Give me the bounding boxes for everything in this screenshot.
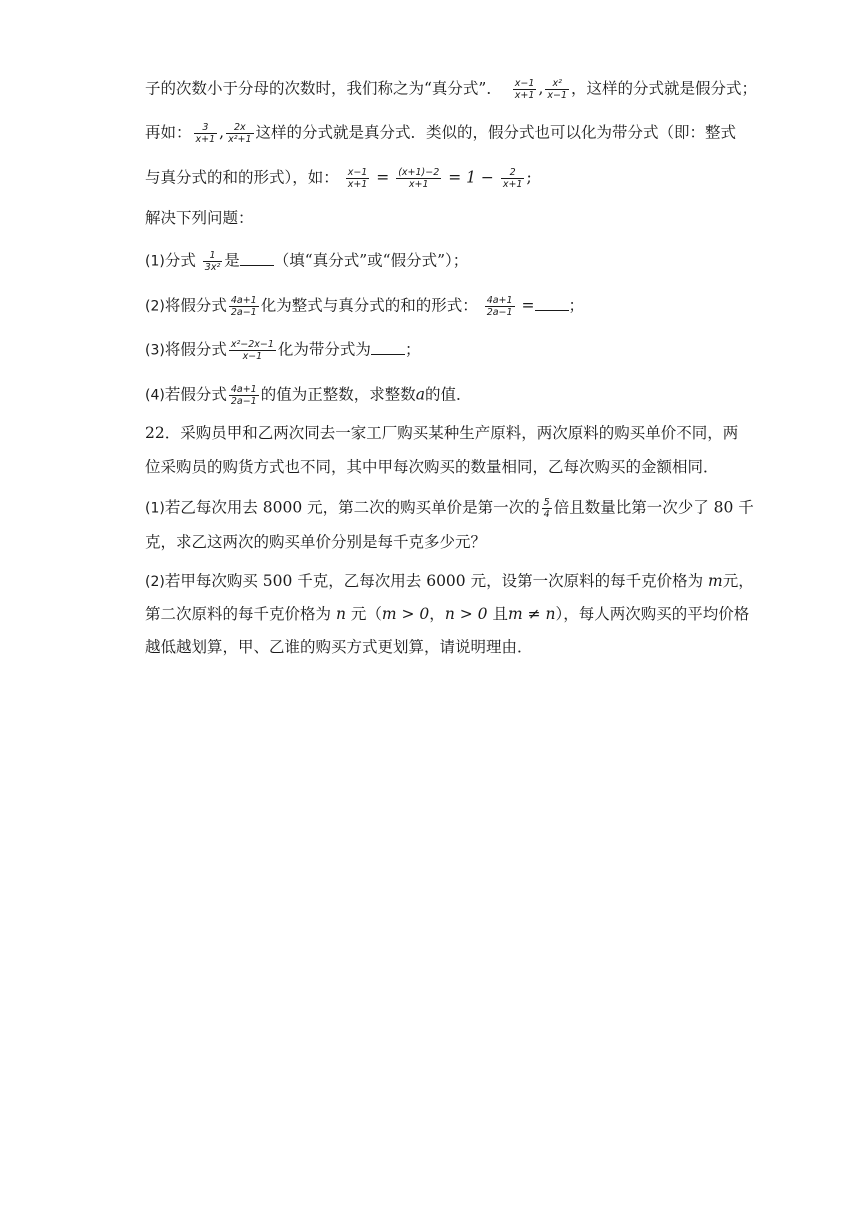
math-variable: a xyxy=(415,385,425,404)
question-text: ； xyxy=(404,340,421,359)
question-text: 化为整式与真分式的和的形式： xyxy=(260,296,478,315)
equals-sign: = xyxy=(521,296,535,315)
problem-text: ），每人两次购买的平均价格 xyxy=(555,605,750,623)
problem-text: 若乙每次用去 8000 元，第二次的购买单价是第一次的 xyxy=(164,498,540,517)
problem-22-line-1 xyxy=(145,423,738,443)
question-1 xyxy=(145,250,468,273)
fraction: $\frac{2x}{\text{x²+1}}$ xyxy=(228,122,252,145)
math-variable: m xyxy=(708,572,723,590)
fraction: $\frac{5}{4}$ xyxy=(543,497,550,520)
math-expression: m > 0 xyxy=(381,605,430,623)
answer-blank[interactable] xyxy=(535,296,569,311)
math-variable: n xyxy=(335,605,346,623)
fraction: $\frac{\text{x²−2x−1}}{x-1}$ xyxy=(230,339,274,362)
problem-22-sub-1-cont xyxy=(145,532,486,552)
question-number: (1) xyxy=(145,253,165,270)
question-number: (2) xyxy=(145,574,165,590)
fraction: $\frac{x-1}{x+1}$ xyxy=(347,167,368,190)
question-text: 分式 xyxy=(164,251,196,270)
problem-text: 若甲每次购买 500 千克，乙每次用去 6000 元，设第一次原料的每千克价格为 xyxy=(164,572,704,590)
question-number: (4) xyxy=(145,387,165,404)
punctuation: ; xyxy=(526,168,532,187)
intro-text: 子的次数小于分母的次数时，我们称之为“真分式”． xyxy=(145,79,502,98)
intro-text: ，这样的分式就是假分式； xyxy=(571,79,758,98)
fraction: $\frac{4a+1}{2a-1}$ xyxy=(230,384,257,407)
question-text: 若假分式 xyxy=(164,385,227,404)
fraction: $\frac{2}{x+1}$ xyxy=(502,167,523,190)
answer-blank[interactable] xyxy=(371,340,405,355)
punctuation: ， xyxy=(429,605,445,623)
problem-text: 克，求乙这两次的购买单价分别是每千克多少元？ xyxy=(145,533,487,551)
question-text: 将假分式 xyxy=(164,340,227,359)
problem-22-sub-2 xyxy=(145,571,754,592)
fraction: $\frac{\text{x²}}{x-1}$ xyxy=(547,78,568,101)
question-2 xyxy=(145,295,584,318)
problem-text: 倍且数量比第一次少了 80 千 xyxy=(553,498,754,517)
answer-blank[interactable] xyxy=(240,251,274,266)
math-expression: n > 0 xyxy=(444,605,488,623)
question-text: ； xyxy=(568,296,585,315)
question-3 xyxy=(145,339,420,362)
problem-22-sub-2-cont xyxy=(145,604,749,624)
fraction: $\frac{(x+1)-2}{x+1}$ xyxy=(398,167,440,190)
question-4 xyxy=(145,384,472,407)
intro-text: 再如： xyxy=(145,123,192,142)
fraction: $\frac{1}{\text{3x²}}$ xyxy=(204,250,221,273)
math-expression: m ≠ n xyxy=(507,605,556,623)
fraction: $\frac{4a+1}{2a-1}$ xyxy=(230,295,257,318)
question-text: （填“真分式”或“假分式”）； xyxy=(273,251,469,270)
problem-text: 且 xyxy=(492,605,508,623)
solve-label xyxy=(145,208,254,228)
question-number: (1) xyxy=(145,500,165,517)
question-text: 是 xyxy=(224,251,240,270)
intro-line-2: 再如： $\frac{3}{x+1}$ , $\frac{2x}{\text{x²+1}}$ 这样的分式就是真分式．类似的，假分式也可以化为带分式（即：整式 xyxy=(145,122,737,145)
problem-text: 越低越划算，甲、乙谁的购买方式更划算，请说明理由． xyxy=(145,638,533,656)
problem-text: 元， xyxy=(722,572,754,590)
intro-line-1: 子的次数小于分母的次数时，我们称之为“真分式”． $\frac{x-1}{x+1}$ , $\frac{\text{x²}}{x-1}$ ，这样的分式就是假分式； xyxy=(145,78,758,101)
problem-22-line-2 xyxy=(145,457,719,477)
intro-line-3 xyxy=(145,167,532,190)
intro-text: 与真分式的和的形式），如： xyxy=(145,168,339,187)
fraction: $\frac{3}{x+1}$ xyxy=(195,122,216,145)
problem-text: 位采购员的购货方式也不同，其中甲每次购买的数量相同，乙每次购买的金额相同． xyxy=(145,458,719,476)
question-text: 的值为正整数，求整数 xyxy=(260,385,416,404)
problem-22-sub-1 xyxy=(145,497,754,520)
fraction: $\frac{4a+1}{2a-1}$ xyxy=(486,295,513,318)
question-text: 将假分式 xyxy=(164,296,227,315)
problem-22-sub-2-end xyxy=(145,637,533,657)
question-number: (2) xyxy=(145,298,165,315)
math-expression: = 1 − xyxy=(448,168,494,187)
problem-text: 第二次原料的每千克价格为 xyxy=(145,605,332,623)
fraction: $\frac{x-1}{x+1}$ xyxy=(514,78,535,101)
equals-sign: = xyxy=(376,168,390,187)
question-number: (3) xyxy=(145,342,165,359)
problem-text: 元（ xyxy=(350,605,382,623)
intro-text: 这样的分式就是真分式．类似的，假分式也可以化为带分式（即：整式 xyxy=(255,123,737,142)
problem-text: 22．采购员甲和乙两次同去一家工厂购买某种生产原料，两次原料的购买单价不同，两 xyxy=(145,424,739,442)
question-text: 化为带分式为 xyxy=(277,340,371,359)
question-text: 的值． xyxy=(425,385,472,404)
label-text: 解决下列问题： xyxy=(145,209,254,227)
